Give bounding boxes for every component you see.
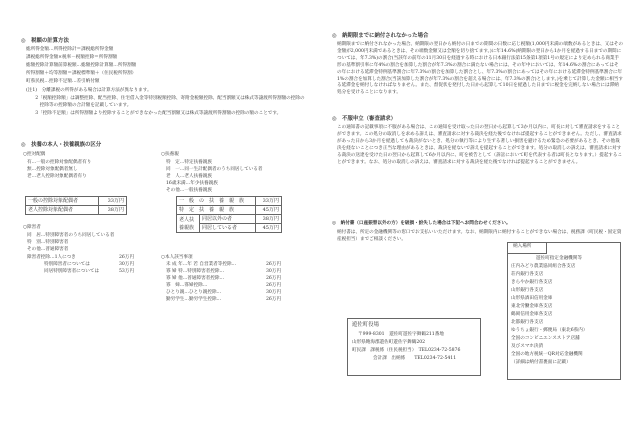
- bank-item: 鶴岡信用金庫各支店: [511, 312, 553, 317]
- bank-item: 北都銀行各支店: [511, 320, 544, 325]
- table-cell: 33万円: [98, 197, 126, 206]
- office-line: 会計課 出納係 TEL0234-72-5411: [373, 356, 457, 361]
- table-cell: 33万円: [256, 197, 282, 206]
- late-payment-title: ◎ 納期限までに納付されなかった場合: [332, 33, 429, 39]
- table-row: [177, 197, 282, 206]
- self-item: 寡 婦 特…特別障害者控除…: [166, 269, 225, 274]
- table-row: [26, 206, 127, 215]
- late-payment-body: 納期限までに納付されなかった場合、納期限の翌日から納付の日までの期間の日数に応じ税額(1,000円未満の端数があるときは、又はその金額が2,000円未満であるときは、その端数金額又は全額を切り捨てます。)に年14.6%(納期限の翌日から1か月を経過する日までの期間については、年7.3%)の割合(当該年の前年の11月30日を経過する時における日本銀行法第15条第1項第1号の規定により定められる商業手形の基準割引率に年4%の割合を加算した割合が年7.3%の割合に満たない場合には、その年中においては、年14.6%の割合にあってはその年における延滞金特例基準割合に年7.3%の割合を加算した割合とし、年7.3%の割合にあってはその年における延滞金特例基準割合に年1%の割合を加算した割合(当該加算した割合が年7.3%の割合を超える場合には、年7.3%の割合)とします。)を乗じて計算した金額に相当する延滞金を納付しなければなりません。また、督促状を発付した日から起算して10日を経過した日までに税金を完納しない場合には滞納処分を受けることになります。: [337, 42, 623, 96]
- table-cell: 45万円: [256, 224, 282, 233]
- table-cell: 一 般 の 扶 養 親 族: [177, 197, 256, 206]
- bank-item: 全国の地方税統一QR対応金融機関: [511, 352, 583, 357]
- appeal-title: ◎ 不服申立（審査請求）: [332, 116, 397, 122]
- bank-item: 遊佐町指定金融機関等: [536, 256, 582, 261]
- calc-line: 総額控除計算額前算税額…総額控除計算額…所得割額: [26, 63, 137, 68]
- payment-locations-title-box: [507, 242, 547, 254]
- disability-deduction-special-amount: 30万円: [119, 262, 135, 267]
- calc-line: 課税総所得金額×税率－税額控除＝所得割額: [26, 55, 118, 60]
- bank-item: きらやか銀行各支店: [511, 280, 553, 285]
- bank-item: 全国のコンビニエンスストア店舗: [511, 336, 580, 341]
- table-cell: 45万円: [256, 206, 282, 215]
- bank-item: 荘内銀行各支店: [511, 272, 544, 277]
- self-items-heading: ○本人該当事項: [161, 255, 193, 260]
- calc-line: 町県民税…控除不足額…差引納付額: [26, 79, 100, 84]
- self-item-amount: 26万円: [266, 276, 282, 281]
- payment-slip-title: ◎ 納付書（口座振替以外の方）を破損・紛失した場合は下記へお問合わせください。: [332, 221, 511, 226]
- table-cell: 特 定 扶 養 親 族: [177, 206, 256, 215]
- spouse-line: 無…控除対象配偶者無し: [27, 167, 78, 172]
- dependent-line: 同 一…同一生計配偶者のうち同居している者: [166, 167, 263, 172]
- disability-line: 同 居…特別障害者のうち同居している者: [27, 233, 115, 238]
- self-item: 寡 婦 他…普通障害者控除…: [166, 276, 225, 281]
- calc-line: 総所得金額…所得控除計＝課税総所得金額: [26, 47, 114, 52]
- self-item-amount: 30万円: [266, 269, 282, 274]
- right-column: [315, 0, 630, 439]
- office-line: 〒999-8301 遊佐町遊佐字舞鶴211番地: [358, 332, 444, 337]
- calc-line: 所得割額＋均等割額＝課税標準額＋（住民税所得割）: [26, 71, 137, 76]
- table-cell: 38万円: [98, 206, 126, 215]
- table-cell: 老人扶養親族: [177, 215, 200, 233]
- calc-note: 3「控除不足額」は所得割額より控除することができなかった配当割額又は株式等譲渡所得割額の控除の額のことです。: [26, 111, 282, 116]
- office-line: 町民課 課税係（住民税担当） TEL0234-72-5876: [352, 348, 461, 353]
- self-item-amount: 26万円: [266, 283, 282, 288]
- spouse-line: 老…老人控除対象配偶者有り: [27, 174, 87, 179]
- office-name: 遊佐町役場: [352, 322, 379, 328]
- self-item: 未 成 年…年 若 自営業者等控除…: [166, 262, 237, 267]
- self-item-amount: 30万円: [266, 290, 282, 295]
- calc-note: 2「税額控除額」は調整控除、配当控除、住宅借入金等特別税額控除、寄附金税額控除、配当割額又は株式等譲渡所得割額の控除の: [26, 96, 305, 101]
- office-line: 山形県飽海郡遊佐町遊佐字舞鶴202: [352, 340, 426, 345]
- self-item-amount: 26万円: [266, 262, 282, 267]
- dependent-line: その他…一般扶養親族: [166, 188, 212, 193]
- table-row: [26, 197, 127, 206]
- calculation-method-title: ◎ 税額の計算方法: [21, 38, 69, 44]
- disability-deduction-amount: 26万円: [119, 255, 135, 260]
- disability-line: その他…普通障害者: [27, 247, 69, 252]
- dependent-line: 16歳未満…年少扶養親族: [166, 181, 218, 186]
- dependent-heading: ○扶養親: [161, 152, 179, 157]
- disability-deduction-cohabit-amount: 53万円: [119, 269, 135, 274]
- bank-item: 及びスマホ決済: [511, 344, 544, 349]
- payment-locations-box: [507, 242, 621, 380]
- bank-item: 山形銀行各支店: [511, 288, 544, 293]
- dependent-line: 特 定…特定扶養親族: [166, 160, 212, 165]
- self-item: 勤労学生…勤労学生控除…: [166, 297, 222, 302]
- bank-item: 庄内みどり農業協同組合各支店: [511, 264, 576, 269]
- appeal-body: この通知書の記載事項に不服がある場合は、この通知を受け取った日の翌日から起算して3か月以内に、町長に対して審査請求をすることができます。この処分の取消しを求める訴えは、審査請求に対する裁決を経た後でなければ提起することができません。ただし、審査請求があった日から3か月を経過しても裁決がないとき、処分の執行等により生ずる著しい損害を避けるため緊急の必要があるとき、その他裁決を経ないことにつき正当な理由があるときは、裁決を経ないで訴えを提起することができます。処分の取消しの訴えは、審査請求に対する裁決の送達を受けた日の翌日から起算して6か月以内に、町を被告として（訴訟において町を代表する者は町長となります。）提起することができます。なお、処分の取消しの訴えは、審査請求に対する裁決を経た後でなければ提起することができません。: [337, 125, 623, 165]
- dependents-title: ◎ 扶養の本人・扶養親族の区分: [21, 142, 102, 148]
- calc-note: 控除等の控除額の合計額を記載しています。: [26, 103, 132, 108]
- table-cell: 老人控除対象配偶者: [26, 206, 99, 215]
- payment-slip-body: 納付書は、所定の金融機関等の窓口でお支払いいただけます。なお、納期限内に納付することができない場合は、税務課（町民税・固定資産税担当）までご相談ください。: [337, 230, 622, 242]
- disability-deduction-special: 特別障害者については: [44, 262, 90, 267]
- disability-line: 特 別…特別障害者: [27, 240, 69, 245]
- disability-deduction-cohabit: 同居特別障害者については: [44, 269, 100, 274]
- calc-note: (注1) 分離課税の所得がある場合は計算方法が異なります。: [26, 88, 152, 93]
- table-row: [177, 206, 282, 215]
- table-cell: 同居している者: [200, 224, 256, 233]
- spouse-heading: ○控対配偶: [23, 152, 46, 157]
- disability-heading: ○障害者: [23, 225, 41, 230]
- dependent-line: 老 人…老人扶養親族: [166, 174, 212, 179]
- bank-item: 山形県酒田信用金庫: [511, 296, 553, 301]
- table-cell: 38万円: [256, 215, 282, 224]
- disability-deduction-title: 障害者控除…1人につき: [27, 255, 76, 260]
- spouse-line: 有…一般の控除対象配偶者有り: [27, 160, 92, 165]
- payment-locations-title: 納入場所: [513, 244, 532, 249]
- table-cell: 同居以外の者: [200, 215, 256, 224]
- table-cell: 一般の控除対象配偶者: [26, 197, 99, 206]
- bank-item: 東北労働金庫各支店: [511, 304, 553, 309]
- bank-item: （詳細は納付書裏面に記載）: [511, 360, 571, 365]
- bank-item: ゆうちょ銀行・郵便局（東北6県内）: [511, 328, 588, 333]
- self-item: ひとり親…ひとり親控除…: [166, 290, 222, 295]
- table-row: [177, 215, 282, 224]
- office-contact-box: [347, 318, 481, 376]
- self-item: 寡 婦…寡婦控除…: [166, 283, 208, 288]
- self-item-amount: 26万円: [266, 297, 282, 302]
- spouse-deduction-table: [25, 196, 127, 215]
- dependent-deduction-table: [176, 196, 282, 233]
